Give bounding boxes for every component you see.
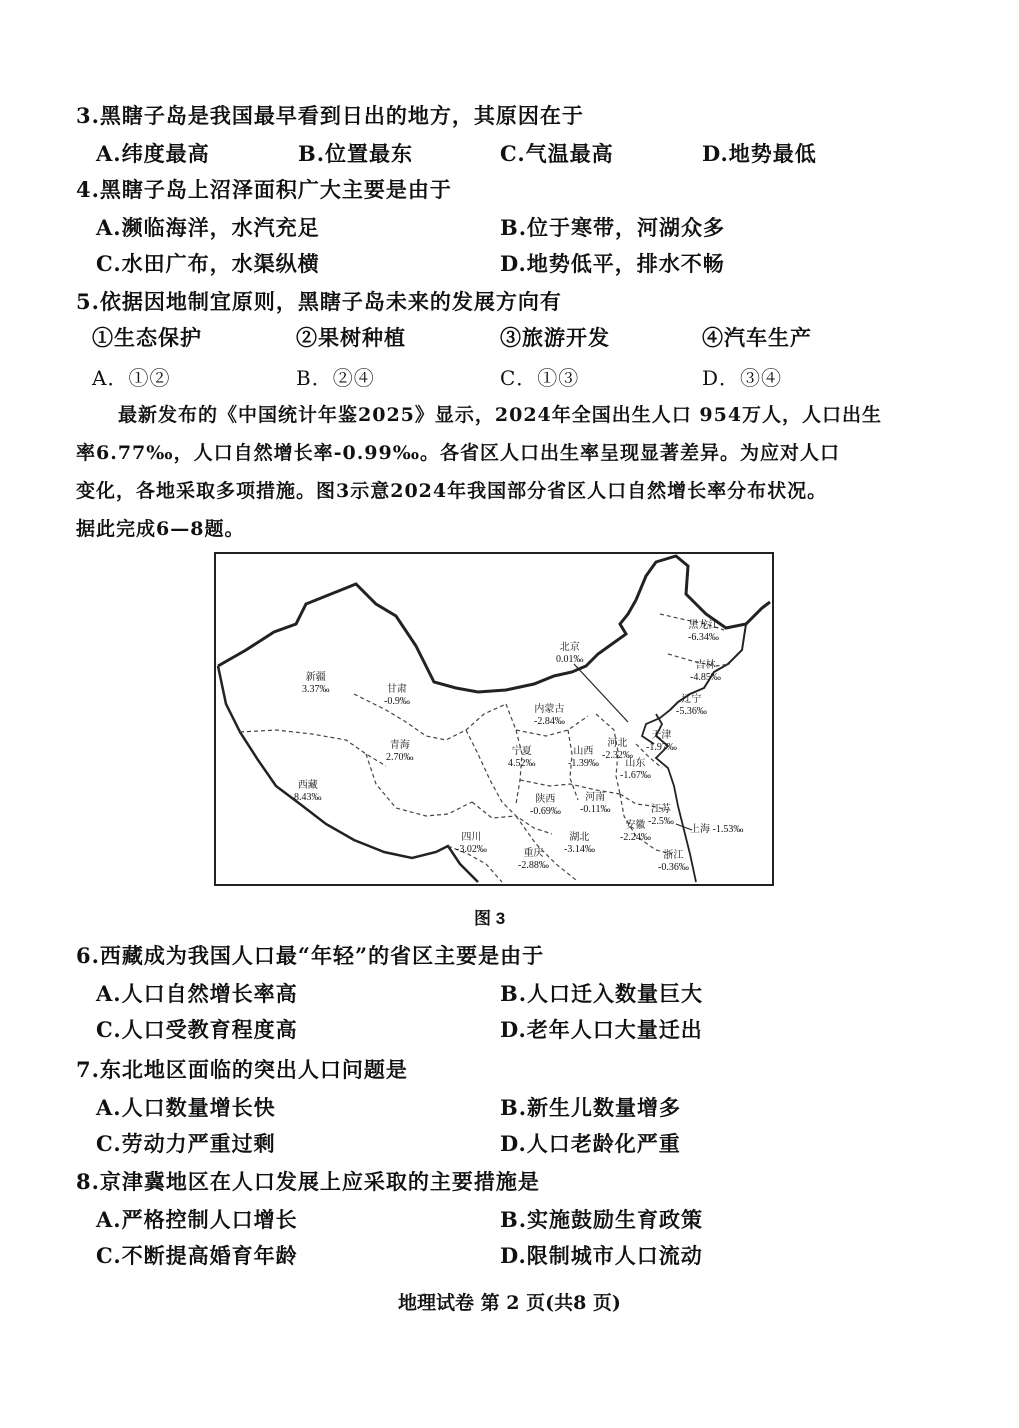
region-xizang: 西藏 8.43‰ [294,780,322,803]
q5-option-a: A．①② [92,366,171,390]
region-beijing: 北京 0.01‰ [556,642,584,665]
region-shanxi: 山西 -1.39‰ [568,746,599,769]
region-jiangsu: 江苏 -2.5‰ [648,804,674,827]
q4-option-d: D.地势低平，排水不畅 [500,251,725,276]
region-shanghai: 上海 -1.53‰ [690,824,744,835]
q8-option-a: A.严格控制人口增长 [96,1207,298,1232]
q8-stem: 8.京津冀地区在人口发展上应采取的主要措施是 [76,1169,540,1194]
q4-option-a: A.濒临海洋，水汽充足 [96,215,320,240]
q7-option-b: B.新生儿数量增多 [500,1095,682,1120]
region-sichuan: 四川 -3.02‰ [456,832,487,855]
q3-option-a: A.纬度最高 [96,141,210,166]
region-shandong: 山东 -1.67‰ [620,758,651,781]
q6-option-d: D.老年人口大量迁出 [500,1017,703,1042]
west-border [218,666,478,882]
region-neimenggu: 内蒙古 -2.84‰ [534,704,565,727]
q3-option-c: C.气温最高 [500,141,614,166]
q8-option-d: D.限制城市人口流动 [500,1243,703,1268]
q6-option-b: B.人口迁入数量巨大 [500,981,704,1006]
region-henan: 河南 -0.11‰ [580,792,611,815]
q3-stem: 3.黑瞎子岛是我国最早看到日出的地方，其原因在于 [76,103,584,128]
passage-line-2: 率6.77‰，人口自然增长率-0.99‰。各省区人口出生率呈现显著差异。为应对人口 [76,442,841,464]
q4-stem: 4.黑瞎子岛上沼泽面积广大主要是由于 [76,177,452,202]
q5-option-d: D．③④ [702,366,783,390]
region-anhui: 安徽 -2.24‰ [620,820,651,843]
region-liaoning: 辽宁 -5.36‰ [676,694,707,717]
passage-line-1: 最新发布的《中国统计年鉴2025》显示，2024年全国出生人口 954万人，人口出生 [118,404,883,426]
region-heilongjiang: 黑龙江 -6.34‰ [688,620,719,643]
q4-option-b: B.位于寒带，河湖众多 [500,215,726,240]
figure-caption: 图 3 [474,909,506,928]
q6-stem: 6.西藏成为我国人口最“年轻”的省区主要是由于 [76,943,545,968]
region-hebei: 河北 -2.32‰ [602,738,633,761]
region-zhejiang: 浙江 -0.36‰ [658,850,689,873]
region-gansu: 甘肃 -0.9‰ [384,684,410,707]
q8-option-b: B.实施鼓励生育政策 [500,1207,704,1232]
q7-option-a: A.人口数量增长快 [96,1095,276,1120]
region-chongqing: 重庆 -2.88‰ [518,848,549,871]
population-growth-map [214,552,774,886]
q7-option-d: D.人口老龄化严重 [500,1131,681,1156]
q3-option-b: B.位置最东 [298,141,414,166]
region-shaanxi: 陕西 -0.69‰ [530,794,561,817]
q6-option-a: A.人口自然增长率高 [96,981,298,1006]
region-tianjin: 天津 -1.97‰ [646,730,677,753]
passage-line-3: 变化，各地采取多项措施。图3示意2024年我国部分省区人口自然增长率分布状况。 [76,480,828,502]
q5-item-4: ④汽车生产 [702,325,812,350]
region-hubei: 湖北 -3.14‰ [564,832,595,855]
page-footer: 地理试卷 第 2 页(共8 页) [398,1292,621,1314]
region-jilin: 吉林 -4.85‰ [690,660,721,683]
beijing-leader-line [574,664,628,722]
q5-stem: 5.依据因地制宜原则，黑瞎子岛未来的发展方向有 [76,289,562,314]
q5-option-c: C．①③ [500,366,580,390]
q6-option-c: C.人口受教育程度高 [96,1017,298,1042]
region-qinghai: 青海 2.70‰ [386,740,414,763]
region-xinjiang: 新疆 3.37‰ [302,672,330,695]
q8-option-c: C.不断提高婚育年龄 [96,1243,298,1268]
q3-option-d: D.地势最低 [702,141,817,166]
china-outline-map [216,554,772,884]
q5-item-2: ②果树种植 [296,325,406,350]
q7-stem: 7.东北地区面临的突出人口问题是 [76,1057,408,1082]
q5-option-b: B．②④ [296,366,375,390]
q7-option-c: C.劳动力严重过剩 [96,1131,276,1156]
passage-line-4: 据此完成6—8题。 [76,518,245,540]
q4-option-c: C.水田广布，水渠纵横 [96,251,320,276]
q5-item-3: ③旅游开发 [500,325,610,350]
q5-item-1: ①生态保护 [92,325,202,350]
region-ningxia: 宁夏 4.52‰ [508,746,536,769]
